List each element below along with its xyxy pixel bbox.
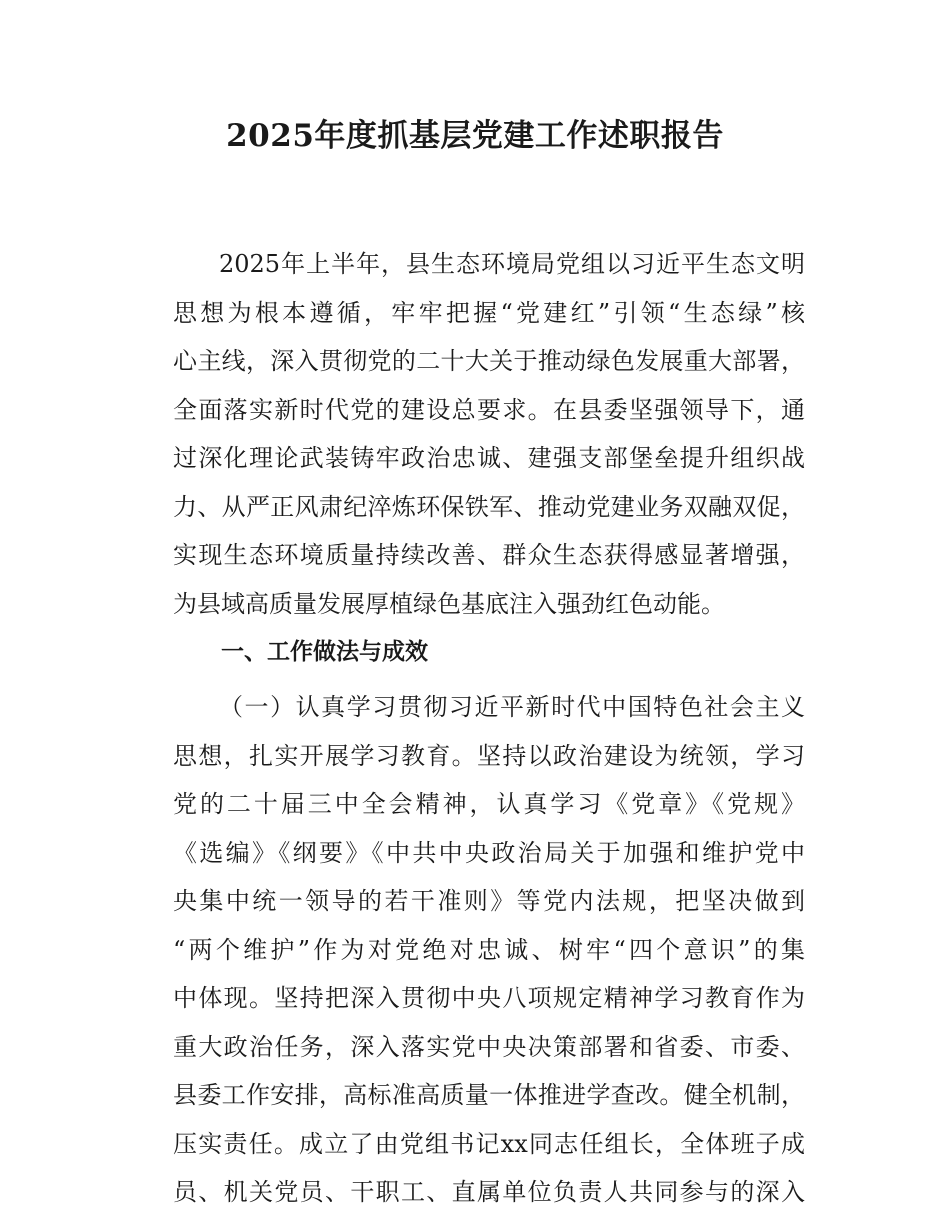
section1-line: “两个维护”作为对党绝对忠诚、树牢“四个意识”的集: [173, 935, 805, 964]
intro-line: 实现生态环境质量持续改善、群众生态获得感显著增强，: [173, 541, 805, 569]
section1-paragraph: [173, 683, 805, 1217]
section-heading: 一、工作做法与成效: [221, 639, 428, 665]
intro-line: 为县域高质量发展厚植绿色基底注入强劲红色动能。: [173, 589, 725, 618]
section1-line: 压实责任。成立了由党组书记xx同志任组长，全体班子成: [173, 1129, 805, 1158]
section1-line: 党的二十届三中全会精神，认真学习《党章》《党规》: [173, 790, 805, 818]
section1-line: （一）认真学习贯彻习近平新时代中国特色社会主义: [219, 693, 805, 721]
intro-line: 心主线，深入贯彻党的二十大关于推动绿色发展重大部署，: [173, 347, 805, 375]
section1-line: 员、机关党员、干职工、直属单位负责人共同参与的深入: [173, 1178, 805, 1206]
section1-line: 重大政治任务，深入落实党中央决策部署和省委、市委、: [173, 1032, 805, 1061]
document-title: 2025年度抓基层党建工作述职报告: [226, 118, 724, 154]
intro-line: 思想为根本遵循，牢牢把握“党建红”引领“生态绿”核: [173, 298, 805, 327]
section1-line: 央集中统一领导的若干准则》等党内法规，把坚决做到: [173, 887, 805, 915]
intro-line: 过深化理论武装铸牢政治忠诚、建强支部堡垒提升组织战: [173, 444, 805, 472]
section1-line: 《选编》《纲要》《中共中央政治局关于加强和维护党中: [173, 838, 805, 867]
section1-line: 县委工作安排，高标准高质量一体推进学查改。健全机制，: [173, 1081, 805, 1109]
section1-line: 中体现。坚持把深入贯彻中央八项规定精神学习教育作为: [173, 984, 805, 1012]
section1-line: 思想，扎实开展学习教育。坚持以政治建设为统领，学习: [173, 741, 805, 770]
intro-line: 力、从严正风肃纪淬炼环保铁军、推动党建业务双融双促，: [173, 492, 805, 521]
intro-line: 2025年上半年，县生态环境局党组以习近平生态文明: [219, 250, 805, 278]
document-body: [173, 240, 805, 1217]
intro-paragraph: [173, 240, 805, 628]
intro-line: 全面落实新时代党的建设总要求。在县委坚强领导下，通: [173, 395, 805, 424]
